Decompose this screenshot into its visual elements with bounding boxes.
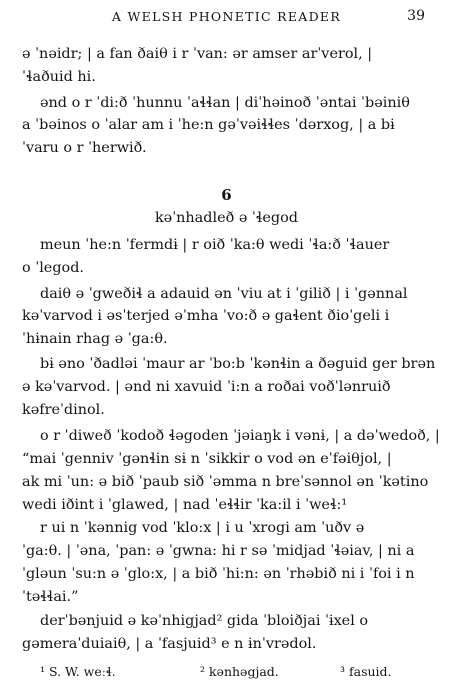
text-line: ˈgləun ˈsu:n ə ˈglo:x, | a bið ˈhi:n: ən ˈrhəbið ni i ˈfoi i n [22, 566, 415, 583]
text-line: derˈbənjuid ə kəˈnhigjad² gida ˈbloiðjai ˈɨxel o [40, 613, 369, 630]
text-line: bɨ əno ˈðadləi ˈmaur ar ˈbo:b ˈkənɬin a ðəguid ger brən [40, 356, 436, 373]
text-line: daiθ ə ˈgweðiɬ a adauid ən ˈviu at i ˈgilið | i ˈgənnal [40, 285, 408, 302]
text-line: kəˈvarvod i əsˈterjed əˈmha ˈvo:ð ə gaɬent ðioˈgeli i [22, 308, 390, 325]
page-header [22, 7, 431, 29]
text-line: ˈga:θ. | ˈəna, ˈpan: ə ˈgwna: hi r sə ˈmidjad ˈɬəiav, | ni a [22, 543, 415, 560]
text-line: a ˈbəinos o ˈalar am i ˈhe:n gəˈvəiɬɬes ˈdərxog, | a bɨ [22, 117, 395, 134]
text-line: ak mi ˈun: ə bið ˈpaub sið ˈəmma n breˈsənnol ən ˈkətino [22, 473, 429, 490]
text-line: ə kəˈvarvod. | ənd ni xavuid ˈi:n a roðai voðˈlənruið [22, 379, 391, 396]
section-number: 6 [221, 186, 232, 205]
text-line: “mai ˈgenniv ˈgənɬin sɨ n ˈsikkir o vod ən eˈfəiθjol, | [22, 450, 392, 467]
text-line: wedi iðint i ˈglawed, | nad ˈeɬɬir ˈka:il i ˈweɬ:¹ [22, 496, 348, 513]
footnote: ³ fasuid. [340, 664, 392, 679]
page-number: 39 [407, 8, 425, 24]
text-line: ˈɬaðuid hi. [22, 68, 96, 85]
text-line: ə ˈnəidr; | a fan ðaiθ i r ˈvan: ər amser arˈverol, | [22, 45, 373, 62]
text-line: gəmeraˈduiaiθ, | a ˈfasjuid³ e n ɨnˈvrədol. [22, 636, 317, 653]
text-line: r ui n ˈkənnig vod ˈklo:x | i u ˈxrogi am ˈuðv ə [40, 520, 365, 537]
text-line: ənd o r ˈdi:ð ˈhunnu ˈaɬɬan | diˈhəinoð ˈəntai ˈbəiniθ [40, 94, 410, 111]
text-line: kəfreˈdinol. [22, 402, 105, 419]
text-line: ˈhɨnain rhag ə ˈga:θ. [22, 331, 168, 348]
text-line: o r ˈdiweð ˈkodoð ɬəgoden ˈjəiaŋk i vənɨ, | a dəˈwedoð, | [40, 427, 440, 444]
text-line: ˈvaru o r ˈherwið. [22, 140, 147, 157]
footnote: ² kənhəgjad. [200, 664, 279, 679]
footnote: ¹ S. W. weːɬ. [40, 664, 116, 679]
running-title: A WELSH PHONETIC READER [111, 9, 342, 24]
text-line: o ˈlegod. [22, 259, 84, 276]
section-title: kəˈnhadleð ə ˈɬegod [154, 210, 299, 227]
text-line: meun ˈhe:n ˈfermdɨ | r oið ˈka:θ wedi ˈɬa:ð ˈɬauer [40, 236, 390, 253]
text-line: ˈtəɬɬai.” [22, 589, 79, 606]
